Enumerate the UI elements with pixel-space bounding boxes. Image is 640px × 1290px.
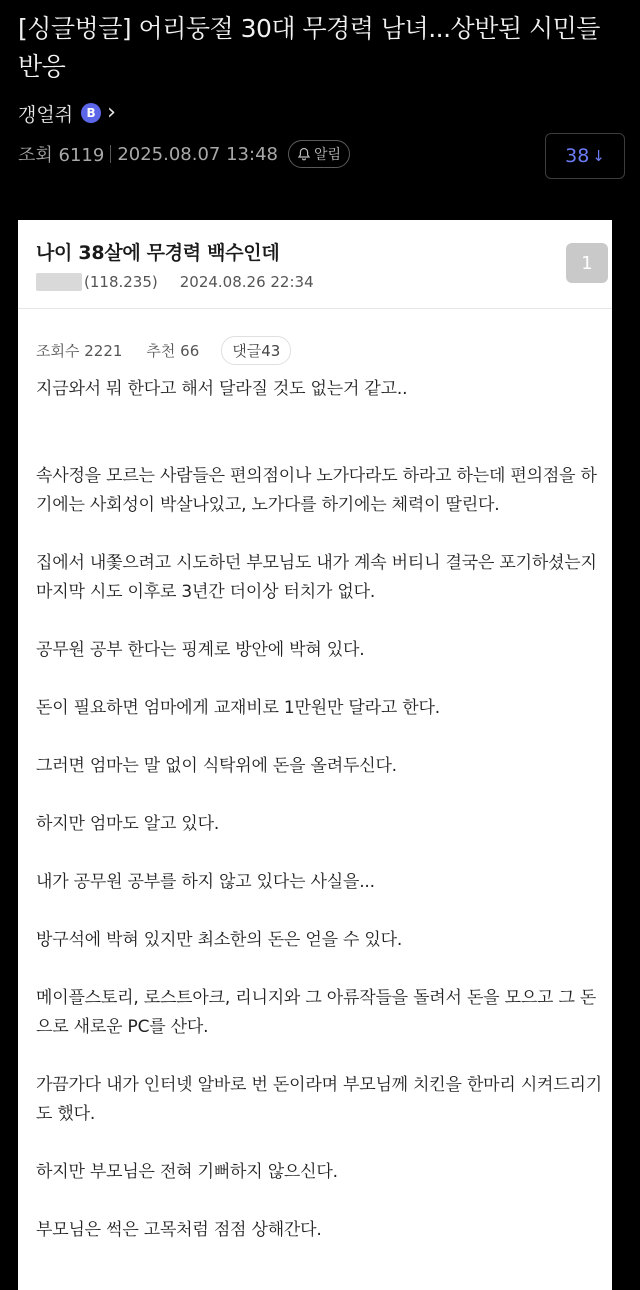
blurred-nickname [36, 273, 82, 291]
paragraph: 집에서 내쫓으려고 시도하던 부모님도 내가 계속 버티니 결국은 포기하셨는지 마지막 시도 이후로 3년간 더이상 터치가 없다. [36, 553, 597, 602]
paragraph: 지금와서 뭐 한다고 해서 달라질 것도 없는거 같고.. [36, 379, 408, 399]
paragraph: 속사정을 모르는 사람들은 편의점이나 노가다라도 하라고 하는데 편의점을 하기에는 사회성이 박살나있고, 노가다를 하기에는 체력이 딸린다. [36, 466, 597, 515]
reply-count-chip[interactable]: 댓글43 [221, 336, 291, 365]
paragraph: 방구석에 박혀 있지만 최소한의 돈은 얻을 수 있다. [36, 930, 403, 950]
comment-count-button[interactable] [545, 133, 625, 179]
paragraph: 하지만 엄마도 알고 있다. [36, 814, 220, 834]
alarm-label: 알림 [313, 147, 342, 163]
post-title: 나이 38살에 무경력 백수인데 [36, 242, 280, 264]
paragraph: 메이플스토리, 로스트아크, 리니지와 그 아류작들을 돌려서 돈을 모으고 그 돈으로 새로운 PC를 산다. [36, 988, 597, 1037]
post-ip: (118.235) [84, 273, 158, 291]
rank-badge: 1 [566, 243, 608, 283]
article-header [0, 0, 640, 200]
paragraph: 공무원 공부 한다는 핑계로 방안에 박혀 있다. [36, 640, 365, 660]
post-views: 조회수 2221 [36, 342, 123, 360]
captured-post-card [18, 220, 612, 1290]
paragraph: 돈이 필요하면 엄마에게 교재비로 1만원만 달라고 한다. [36, 698, 440, 718]
comment-count: 38 [565, 145, 590, 167]
author-name[interactable]: 갱얼쥐 [18, 103, 74, 126]
paragraph: 가끔가다 내가 인터넷 알바로 번 돈이라며 부모님께 치킨을 한마리 시켜드리기도 했다. [36, 1075, 602, 1124]
paragraph: 부모님은 썩은 고목처럼 점점 상해간다. [36, 1220, 322, 1240]
post-date: 2024.08.26 22:34 [179, 273, 314, 291]
bell-icon [297, 147, 311, 161]
post-body [36, 375, 606, 1274]
paragraph: 내가 공무원 공부를 하지 않고 있다는 사실을... [36, 872, 375, 892]
post-header [18, 220, 612, 309]
chevron-right-icon[interactable]: › [107, 100, 116, 125]
view-count: 조회 6119 [18, 145, 105, 166]
alarm-button[interactable] [288, 140, 350, 168]
paragraph: 하지만 부모님은 전혀 기뻐하지 않으신다. [36, 1162, 338, 1182]
verified-badge-icon: B [81, 103, 101, 123]
paragraph: 그러면 엄마는 말 없이 식탁위에 돈을 올려두신다. [36, 756, 397, 776]
post-datetime: 2025.08.07 13:48 [117, 143, 278, 165]
author-row[interactable] [18, 98, 116, 128]
article-title: [싱글벙글] 어리둥절 30대 무경력 남녀...상반된 시민들 반응 [18, 14, 600, 81]
post-meta [36, 273, 314, 291]
article-meta [18, 138, 350, 170]
post-stats [36, 336, 291, 365]
post-recommend: 추천 66 [146, 342, 200, 360]
divider [110, 145, 111, 163]
arrow-down-icon: ↓ [592, 147, 605, 165]
